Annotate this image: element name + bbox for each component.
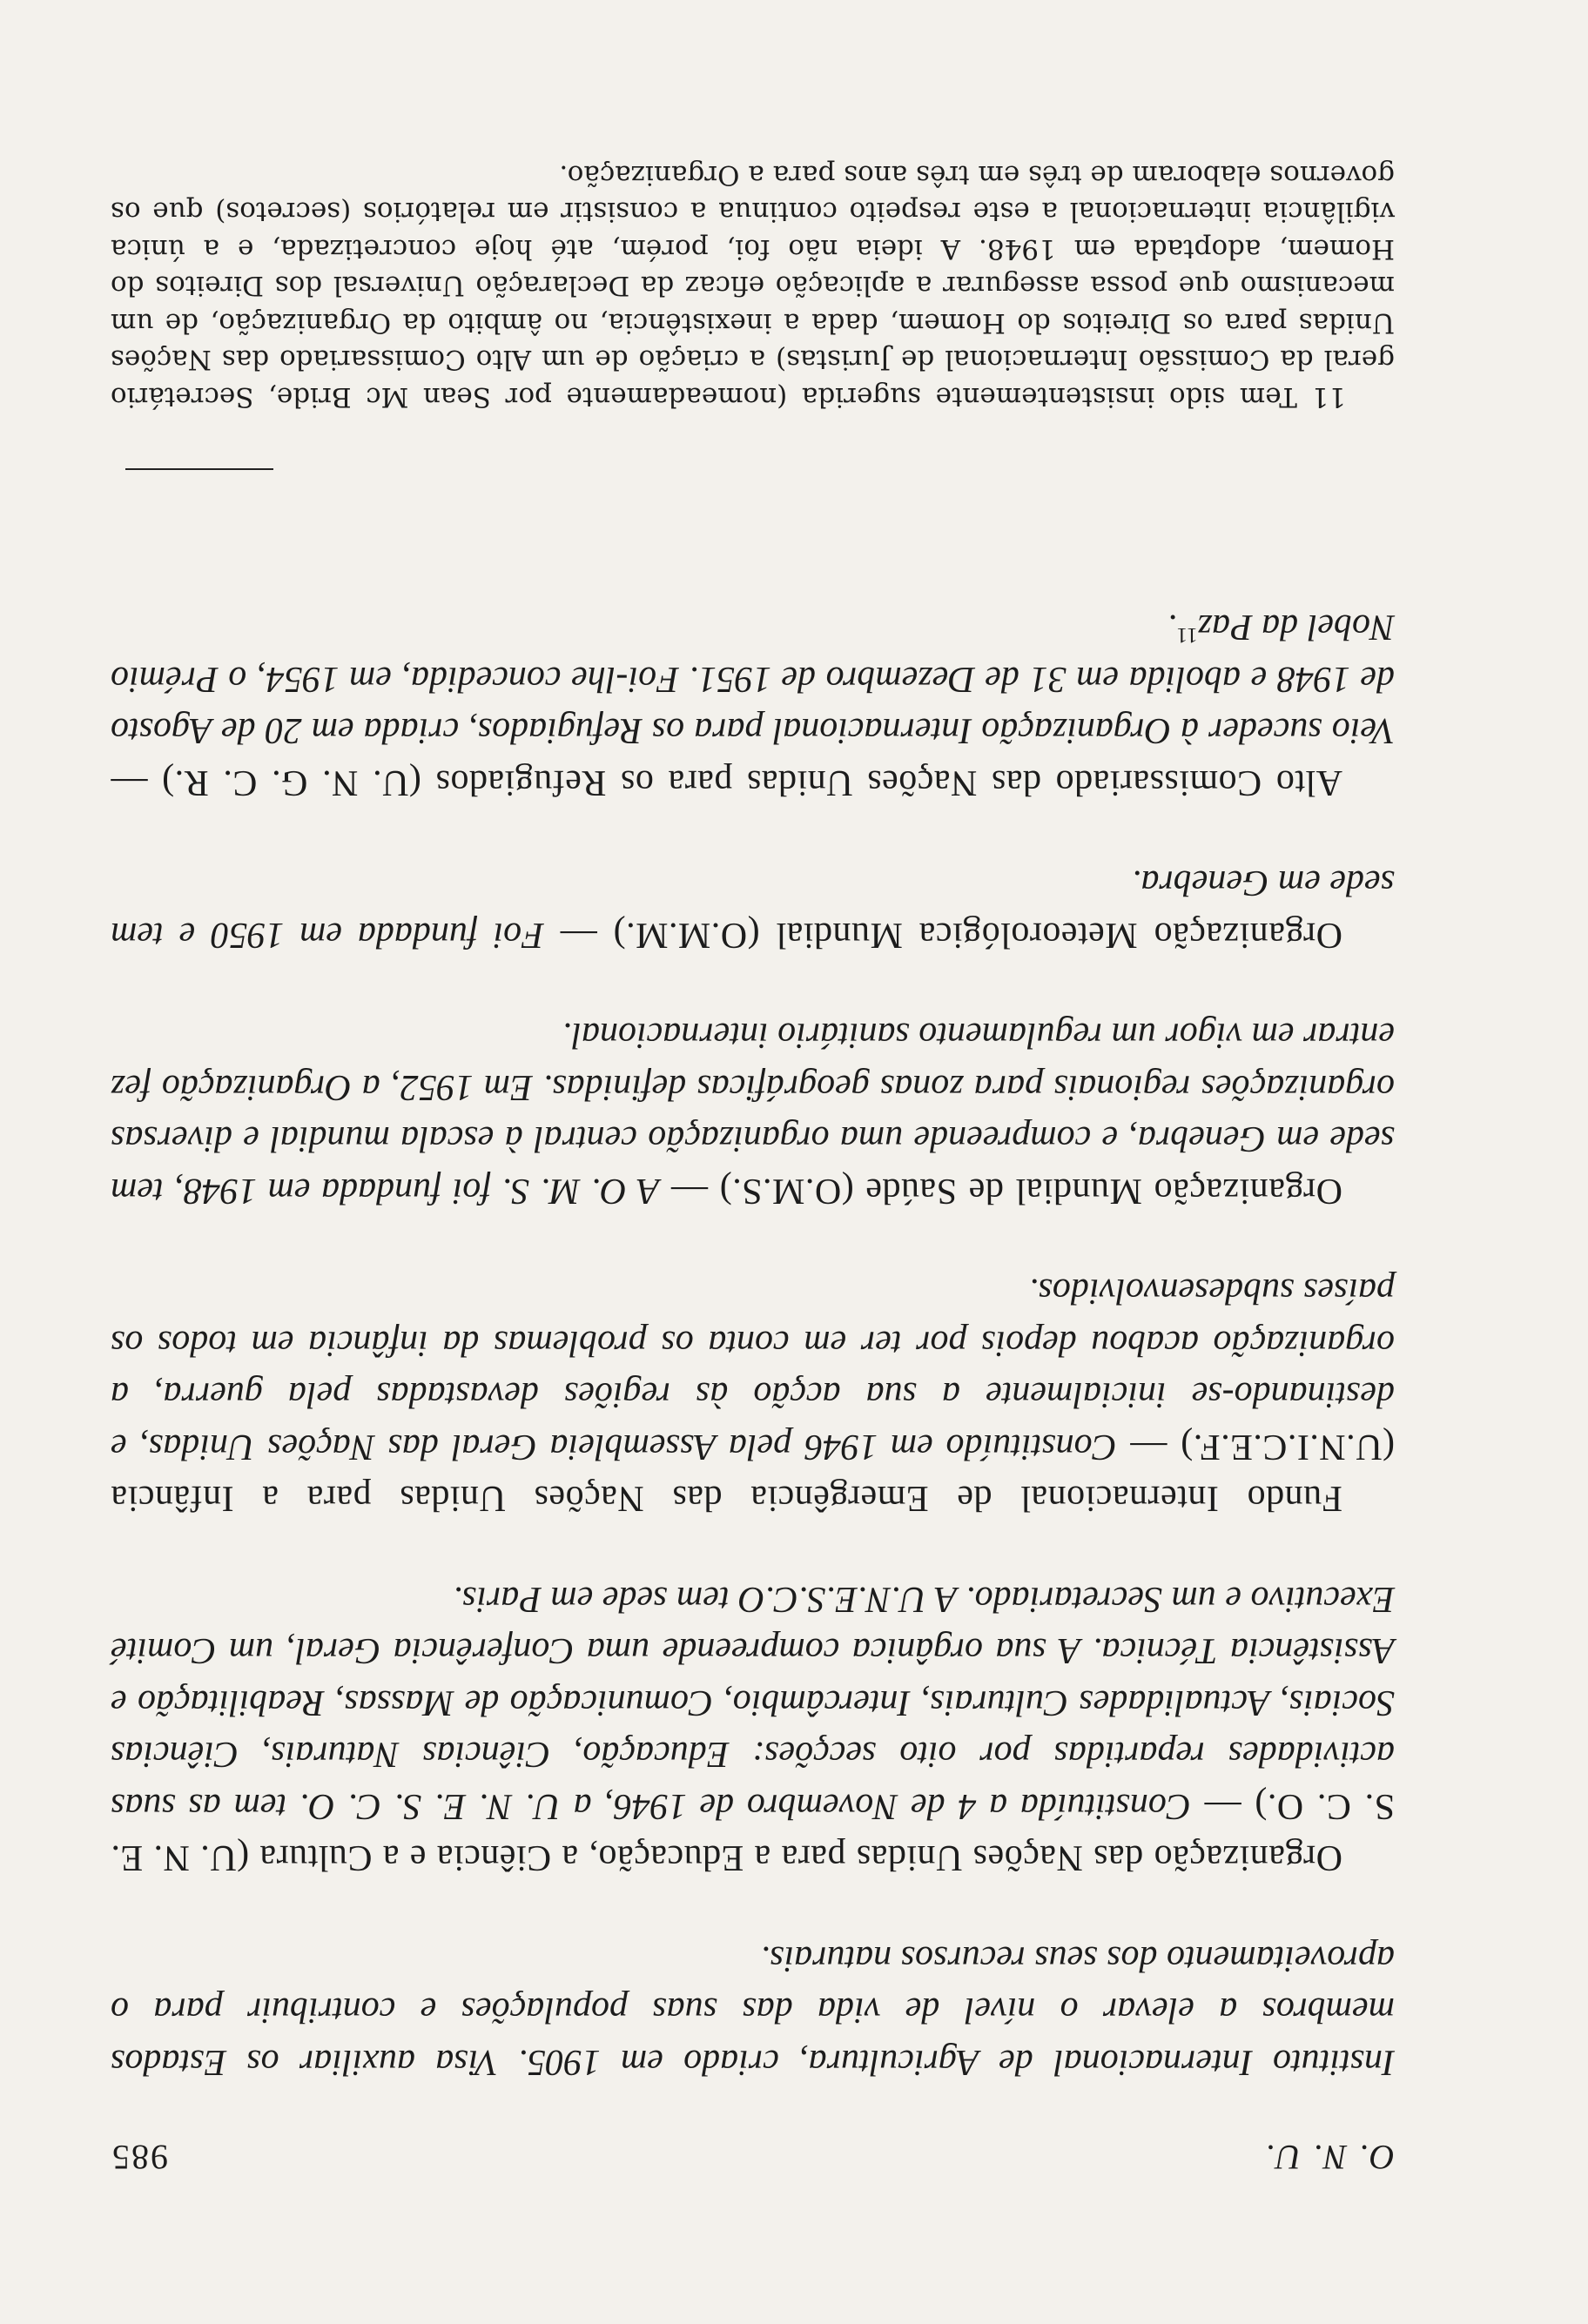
- entry-description: Instituto Internacional de Agricultura, criado em 1905. Visa auxiliar os Estados membros a elevar o nível de vida das suas populações e contribuir para o aproveitamento dos seus recursos naturais.: [111, 1938, 1395, 2082]
- entry-paragraph: [111, 1265, 1395, 1524]
- running-head: O. N. U.: [1263, 2138, 1395, 2177]
- organization-name: Organização Meteorológica Mundial (O.M.M.) —: [543, 915, 1342, 955]
- entry-paragraph: [111, 601, 1395, 808]
- entry-description: Constituído em 1946 pela Assembleia Geral das Nações Unidas, e destinando-se inicialmente a sua acção às regiões devastadas pela guerra, a organização acabou depois por ter em conta os problemas da infância em todos os países subdesenvolvidos.: [111, 1271, 1395, 1467]
- entry-paragraph: [111, 856, 1395, 960]
- entry-paragraph: [111, 1009, 1395, 1216]
- entry-paragraph: [111, 1932, 1395, 2088]
- entry-description: Foi fundada em 1950 e tem sede em Genebra.: [111, 863, 1395, 955]
- organization-name: Fundo Internacional de Emergência das Nações Unidas para a Infância (U.N.I.C.E.F.) —: [111, 1427, 1395, 1519]
- organization-name: Alto Comissariado das Nações Unidas para os Refugiados (U. N. G. C. R.) —: [111, 762, 1342, 803]
- footnote-text: Tem sido insistentemente sugerida (nomeadamente por Sean Mc Bride, Secretário geral da Comissão Internacional de Juristas) a criação de um Alto Comissariado das Nações Unidas para os Direitos do Homem, dada a inexistência, no âmbito da Organização, de um mecanismo que possa assegurar a aplicação eficaz da Declaração Universal dos Direitos do Homem, adoptada em 1948. A ideia não foi, porém, até hoje concretizada, e a única vigilância internacional a este respeito continua a consistir em relatórios (secretos) que os governos elaboram de três em três anos para a Organização.: [110, 159, 1395, 413]
- page-header: [111, 2137, 1395, 2178]
- sentence-end: .: [1167, 607, 1177, 648]
- entry-description: A O. M. S. foi fundada em 1948, tem sede em Genebra, e compreende uma organização central à escala mundial e diversas organizações regionais para zonas geográficas definidas. Em 1952, a Organização fez entrar em vigor um regulamento sanitário internacional.: [111, 1015, 1395, 1211]
- page-number: 985: [111, 2138, 168, 2177]
- footnote-reference[interactable]: 11: [1176, 623, 1198, 648]
- entry-description: Constituída a 4 de Novembro de 1946, a U. N. E. S. C. O. tem as suas actividades repartidas por oito secções: Educação, Ciências Naturais, Ciências Sociais, Actualidades Culturais, Intercâmbio, Comunicação de Massas, Reabilitação e Assistência Técnica. A sua orgânica compreende uma Conferência Geral, um Comité Executivo e um Secretariado. A U.N.E.S.C.O tem sede em Paris.: [111, 1579, 1395, 1826]
- entry-description: Veio suceder à Organização Internacional para os Refugiados, criada em 20 de Agosto de 1948 e abolida em 31 de Dezembro de 1951. Foi-lhe concedida, em 1954, o Prémio Nobel da Paz: [111, 607, 1395, 751]
- organization-name: Organização Mundial de Saúde (O.M.S.) —: [659, 1171, 1342, 1211]
- organization-name: Organização das Nações Unidas para a Educação, a Ciência e a Cultura (U. N. E. S. C. O.) —: [111, 1786, 1395, 1878]
- footnote-divider: [125, 468, 273, 470]
- body-text: [111, 552, 1395, 2087]
- footnote: [111, 157, 1395, 416]
- entry-paragraph: [111, 1573, 1395, 1884]
- footnote-marker: 11: [1311, 381, 1346, 413]
